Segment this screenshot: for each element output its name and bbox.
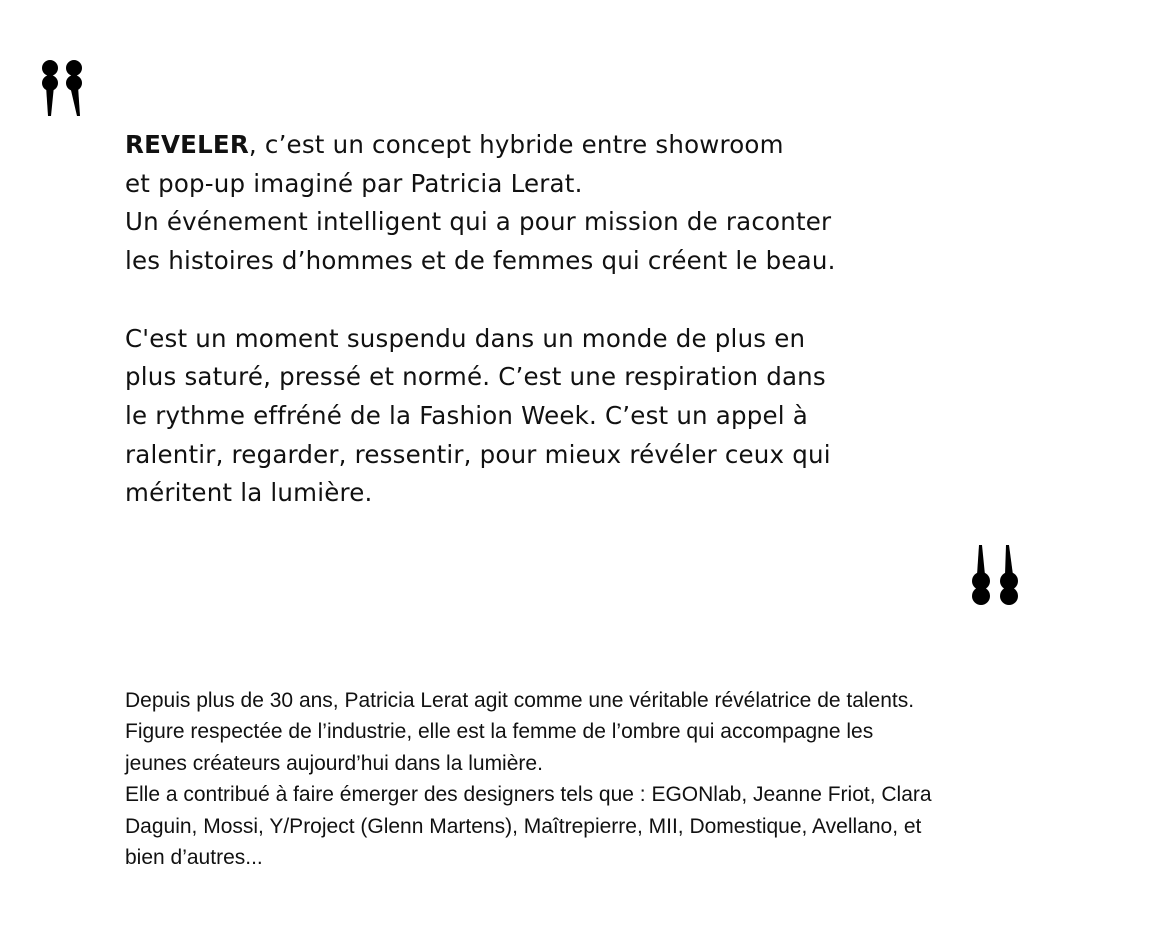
bio-line: bien d’autres... xyxy=(125,846,263,870)
closing-quote-mark-icon xyxy=(970,543,1020,607)
quote-line: plus saturé, pressé et normé. C’est une respiration dans xyxy=(125,362,826,392)
quote-paragraph-1 xyxy=(125,126,955,281)
quote-line xyxy=(125,126,955,165)
bio-line: Depuis plus de 30 ans, Patricia Lerat agit comme une véritable révélatrice de talents. xyxy=(125,689,915,712)
bio-line: Elle a contribué à faire émerger des designers tels que : EGONlab, Jeanne Friot, Clara xyxy=(125,783,932,807)
quote-line: C'est un moment suspendu dans un monde de plus en xyxy=(125,323,806,353)
quote-paragraph-2 xyxy=(125,320,955,514)
quote-line: et pop-up imaginé par Patricia Lerat. xyxy=(125,168,583,198)
quote-line: les histoires d’hommes et de femmes qui créent le beau. xyxy=(125,246,836,276)
bio-line: Figure respectée de l’industrie, elle est la femme de l’ombre qui accompagne les xyxy=(125,720,874,744)
quote-text-block xyxy=(125,126,955,513)
opening-quote-mark-icon xyxy=(40,58,86,118)
quote-line: Un événement intelligent qui a pour mission de raconter xyxy=(125,207,832,237)
quote-line-rest: , c’est un concept hybride entre showroom xyxy=(248,130,784,159)
brand-name: REVELER xyxy=(125,130,249,159)
bio-line: Daguin, Mossi, Y/Project (Glenn Martens), Maîtrepierre, MII, Domestique, Avellano, et xyxy=(125,814,922,838)
bio-line: jeunes créateurs aujourd’hui dans la lumière. xyxy=(125,751,543,775)
quote-line: le rythme effréné de la Fashion Week. C’est un appel à xyxy=(125,400,808,430)
bio-text-block xyxy=(125,685,1055,873)
quote-line: méritent la lumière. xyxy=(125,478,373,508)
quote-line: ralentir, regarder, ressentir, pour mieux révéler ceux qui xyxy=(125,439,831,469)
